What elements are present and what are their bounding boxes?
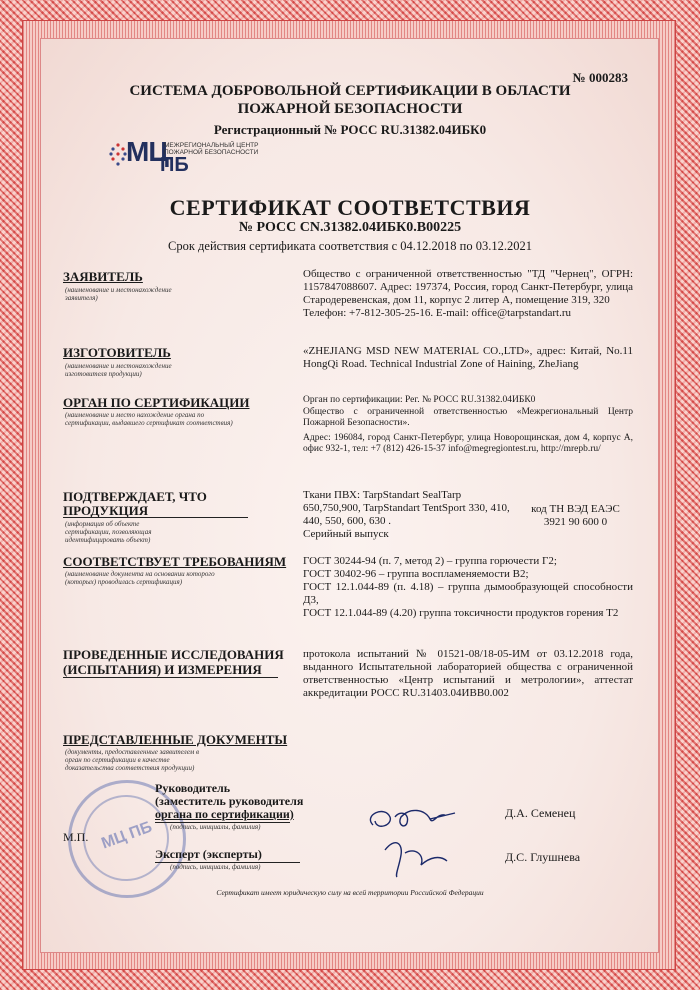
product-value — [303, 489, 513, 541]
requirements-value — [303, 555, 633, 620]
head-label-line2: (заместитель руководителя — [155, 794, 304, 808]
head-name: Д.А. Семенец — [505, 806, 576, 820]
head-label-line1: Руководитель — [155, 781, 231, 795]
head-label — [155, 782, 303, 821]
manufacturer-value: «ZHEJIANG MSD NEW MATERIAL CO.,LTD», адрес: Китай, No.11 HongQi Road. Technical Industrial Zone of Haining, ZheJiang — [303, 345, 633, 370]
cert-body-name: Общество с ограниченной ответственностью «Межрегиональный Центр Пожарной Безопасности». — [303, 406, 633, 428]
stamp-place-label: М.П. — [63, 830, 89, 844]
product-serial: Серийный выпуск — [303, 528, 389, 540]
certification-body-value — [303, 395, 633, 456]
logo-caption-line2: ПОЖАРНОЙ БЕЗОПАСНОСТИ — [164, 149, 259, 156]
expert-sublabel: (подпись, инициалы, фамилия) — [170, 863, 261, 871]
tests-label-line1: ПРОВЕДЕННЫЕ ИССЛЕДОВАНИЯ — [63, 647, 284, 662]
footer-note: Сертификат имеет юридическую силу на всей территории Российской Федерации — [216, 888, 484, 897]
signature-head-icon — [355, 795, 475, 885]
requirements-sublabel: (наименование документа на основании которого (которых) проводилась сертификация) — [65, 570, 215, 586]
documents-sublabel: (документы, предоставленные заявителем в орган по сертификации в качестве доказательства соответствия продукции) — [65, 748, 199, 772]
certification-body-label: ОРГАН ПО СЕРТИФИКАЦИИ — [63, 395, 250, 410]
logo-main-text: МЦ — [126, 136, 168, 167]
cert-body-reg: Орган по сертификации: Рег. № РОСС RU.31382.04ИБК0 — [303, 395, 536, 405]
tests-label-underline — [63, 677, 278, 678]
form-number: № 000283 — [572, 70, 628, 85]
tests-label-line2: (ИСПЫТАНИЯ) И ИЗМЕРЕНИЯ — [63, 662, 262, 677]
cert-body-address: Адрес: 196084, город Санкт-Петербург, улица Новорощинская, дом 4, корпус А, офис 932-1, тел: +7 (812) 426-15-37 info@megregiontest.ru, http://mrepb.ru/ — [303, 432, 633, 454]
certificate-number: № РОСС CN.31382.04ИБК0.B00225 — [238, 220, 462, 235]
manufacturer-label: ИЗГОТОВИТЕЛЬ — [63, 345, 171, 360]
applicant-value — [303, 268, 633, 320]
system-title: СИСТЕМА ДОБРОВОЛЬНОЙ СЕРТИФИКАЦИИ В ОБЛАСТИ ПОЖАРНОЙ БЕЗОПАСНОСТИ — [129, 83, 571, 117]
product-sublabel: (информация об объекте сертификации, позволяющая идентифицировать объект) — [65, 520, 152, 544]
applicant-details: Общество с ограниченной ответственностью "ТД "Чернец", ОГРН: 1157847088607. Адрес: 197374, Россия, город Санкт-Петербург, улица Стародеревенская, дом 11, корпус 2 литер А, помещение 319, 320 — [303, 268, 633, 306]
head-label-line3: органа по сертификации) — [155, 807, 294, 821]
expert-label: Эксперт (эксперты) — [155, 847, 262, 861]
certificate-title: СЕРТИФИКАТ СООТВЕТСТВИЯ — [169, 195, 531, 220]
expert-name: Д.С. Глушнева — [505, 850, 581, 864]
applicant-sublabel: (наименование и местонахождение заявителя) — [65, 286, 172, 302]
customs-code-value: 3921 90 600 0 — [543, 516, 608, 528]
certification-body-sublabel: (наименование и место нахождение органа по сертификации, выдавшего сертификат соответствия) — [65, 411, 233, 427]
tests-value: протокола испытаний № 01521-08/18-05-ИМ от 03.12.2018 года, выданного Испытательной лабораторией общества с ограниченной ответственностью «Центр испытаний и метрологии», аттестат аккредитации РОСС RU.31403.04ИВВ0.002 — [303, 648, 633, 699]
head-sublabel: (подпись, инициалы, фамилия) — [170, 823, 261, 831]
customs-code-label: код ТН ВЭД ЕАЭС — [531, 503, 620, 515]
logo-dots-icon — [108, 142, 128, 172]
requirement-line: ГОСТ 12.1.044-89 (п. 4.18) – группа дымообразующей способности Д3, — [303, 581, 633, 606]
requirement-line: ГОСТ 30402-96 – группа воспламеняемости В2; — [303, 568, 529, 580]
applicant-label: ЗАЯВИТЕЛЬ — [63, 269, 143, 284]
mcpb-logo — [108, 138, 298, 184]
confirms-label: ПОДТВЕРЖДАЕТ, ЧТО — [63, 489, 207, 504]
documents-label: ПРЕДСТАВЛЕННЫЕ ДОКУМЕНТЫ — [63, 732, 288, 747]
product-label-underline — [63, 517, 248, 518]
product-label: ПРОДУКЦИЯ — [63, 503, 149, 518]
requirement-line: ГОСТ 30244-94 (п. 7, метод 2) – группа горючести Г2; — [303, 555, 557, 567]
registration-number: Регистрационный № РОСС RU.31382.04ИБК0 — [213, 122, 487, 137]
logo-caption-line1: МЕЖРЕГИОНАЛЬНЫЙ ЦЕНТР — [164, 142, 259, 149]
manufacturer-sublabel: (наименование и местонахождение изготовителя продукции) — [65, 362, 172, 378]
validity-period: Срок действия сертификата соответствия с 04.12.2018 по 03.12.2021 — [168, 239, 532, 253]
customs-code — [518, 503, 633, 529]
requirement-line: ГОСТ 12.1.044-89 (4.20) группа токсичности продуктов горения Т2 — [303, 607, 619, 619]
seal-stamp-text: МЦ ПБ — [99, 818, 155, 853]
product-description: Ткани ПВХ: TarpStandart SealTarp 650,750,900, TarpStandart TentSport 330, 410, 440, 550, 600, 630 . — [303, 489, 510, 527]
applicant-phone: Телефон: +7-812-305-25-16. E-mail: office@tarpstandart.ru — [303, 307, 572, 319]
requirements-label: СООТВЕТСТВУЕТ ТРЕБОВАНИЯМ — [63, 554, 287, 569]
logo-sub-text: ПБ — [160, 154, 189, 176]
